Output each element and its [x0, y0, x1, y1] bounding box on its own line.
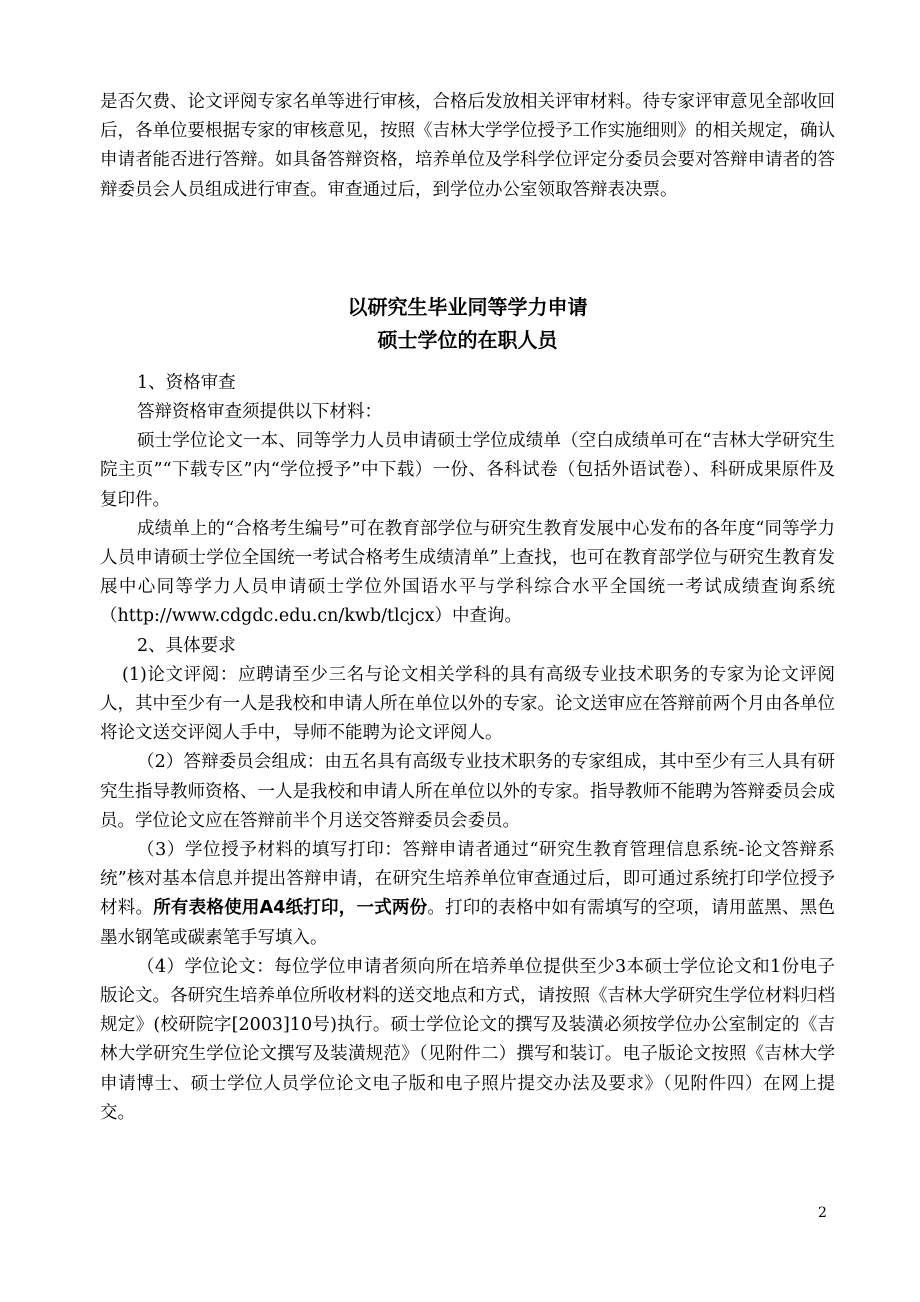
section-title	[100, 291, 835, 357]
requirement-item-4: （4）学位论文：每位学位申请者须向所在培养单位提供至少3本硕士学位论文和1份电子版论文。各研究生培养单位所收材料的送交地点和方式，请按照《吉林大学研究生学位材料归档规定》(校研院字[2003]10号)执行。硕士学位论文的撰写及装潢必须按学位办公室制定的《吉林大学研究生学位论文撰写及装潢规范》（见附件二）撰写和装订。电子版论文按照《吉林大学申请博士、硕士学位人员学位论文电子版和电子照片提交办法及要求》（见附件四）在网上提交。	[100, 956, 835, 1123]
title-line-1: 以研究生毕业同等学力申请	[347, 294, 588, 319]
requirement-item-3	[100, 836, 835, 953]
page-number: 2	[818, 1205, 827, 1221]
title-line-2: 硕士学位的在职人员	[377, 327, 558, 352]
requirement-item-2: （2）答辩委员会组成：由五名具有高级专业技术职务的专家组成，其中至少有三人具有研究生指导教师资格、一人是我校和申请人所在单位以外的专家。指导教师不能聘为答辩委员会成员。学位论文应在答辩前半个月送交答辩委员会委员。	[100, 752, 835, 831]
section2-heading: 2、具体要求	[137, 635, 236, 656]
section1-heading: 1、资格审查	[137, 372, 236, 393]
requirement-item-1: (1)论文评阅：应聘请至少三名与论文相关学科的具有高级专业技术职务的专家为论文评阅人，其中至少有一人是我校和申请人所在单位以外的专家。论文送审应在答辩前两个月由各单位将论文送交评阅人手中，导师不能聘为论文评阅人。	[100, 664, 835, 744]
requirement-item-3-text-b: 。打印的表格中如有需填写的空项，请用蓝黑、黑色墨水钢笔或碳素笔手写填入。	[100, 898, 836, 948]
section1-paragraph-3: 成绩单上的“合格考生编号”可在教育部学位与研究生教育发展中心发布的各年度“同等学力人员申请硕士学位全国统一考试合格考生成绩清单”上查找，也可在教育部学位与研究生教育发展中心同等学力人员申请硕士学位外国语水平与学科综合水平全国统一考试成绩查询系统（http://www.cdgdc.edu.cn/kwb/tlcjcx）中查询。	[100, 518, 835, 627]
section1-paragraph-2: 硕士学位论文一本、同等学力人员申请硕士学位成绩单（空白成绩单可在“吉林大学研究生院主页”“下载专区”内“学位授予”中下载）一份、各科试卷（包括外语试卷）、科研成果原件及复印件。	[100, 431, 835, 510]
requirement-item-3-text-a: （3）学位授予材料的填写打印：答辩申请者通过“研究生教育管理信息系统-论文答辩系统”核对基本信息并提出答辩申请，在研究生培养单位审查通过后，即可通过系统打印学位授予材料。	[100, 840, 835, 919]
intro-paragraph: 是否欠费、论文评阅专家名单等进行审核，合格后发放相关评审材料。待专家评审意见全部收回后，各单位要根据专家的审核意见，按照《吉林大学学位授予工作实施细则》的相关规定，确认申请者能否进行答辩。如具备答辩资格，培养单位及学科学位评定分委员会要对答辩申请者的答辩委员会人员组成进行审查。审查通过后，到学位办公室领取答辩表决票。	[100, 92, 835, 200]
section1-paragraph-1: 答辩资格审查须提供以下材料：	[137, 402, 382, 423]
page-content	[100, 88, 835, 1128]
requirement-item-3-bold: 所有表格使用A4纸打印，一式两份	[153, 898, 428, 919]
